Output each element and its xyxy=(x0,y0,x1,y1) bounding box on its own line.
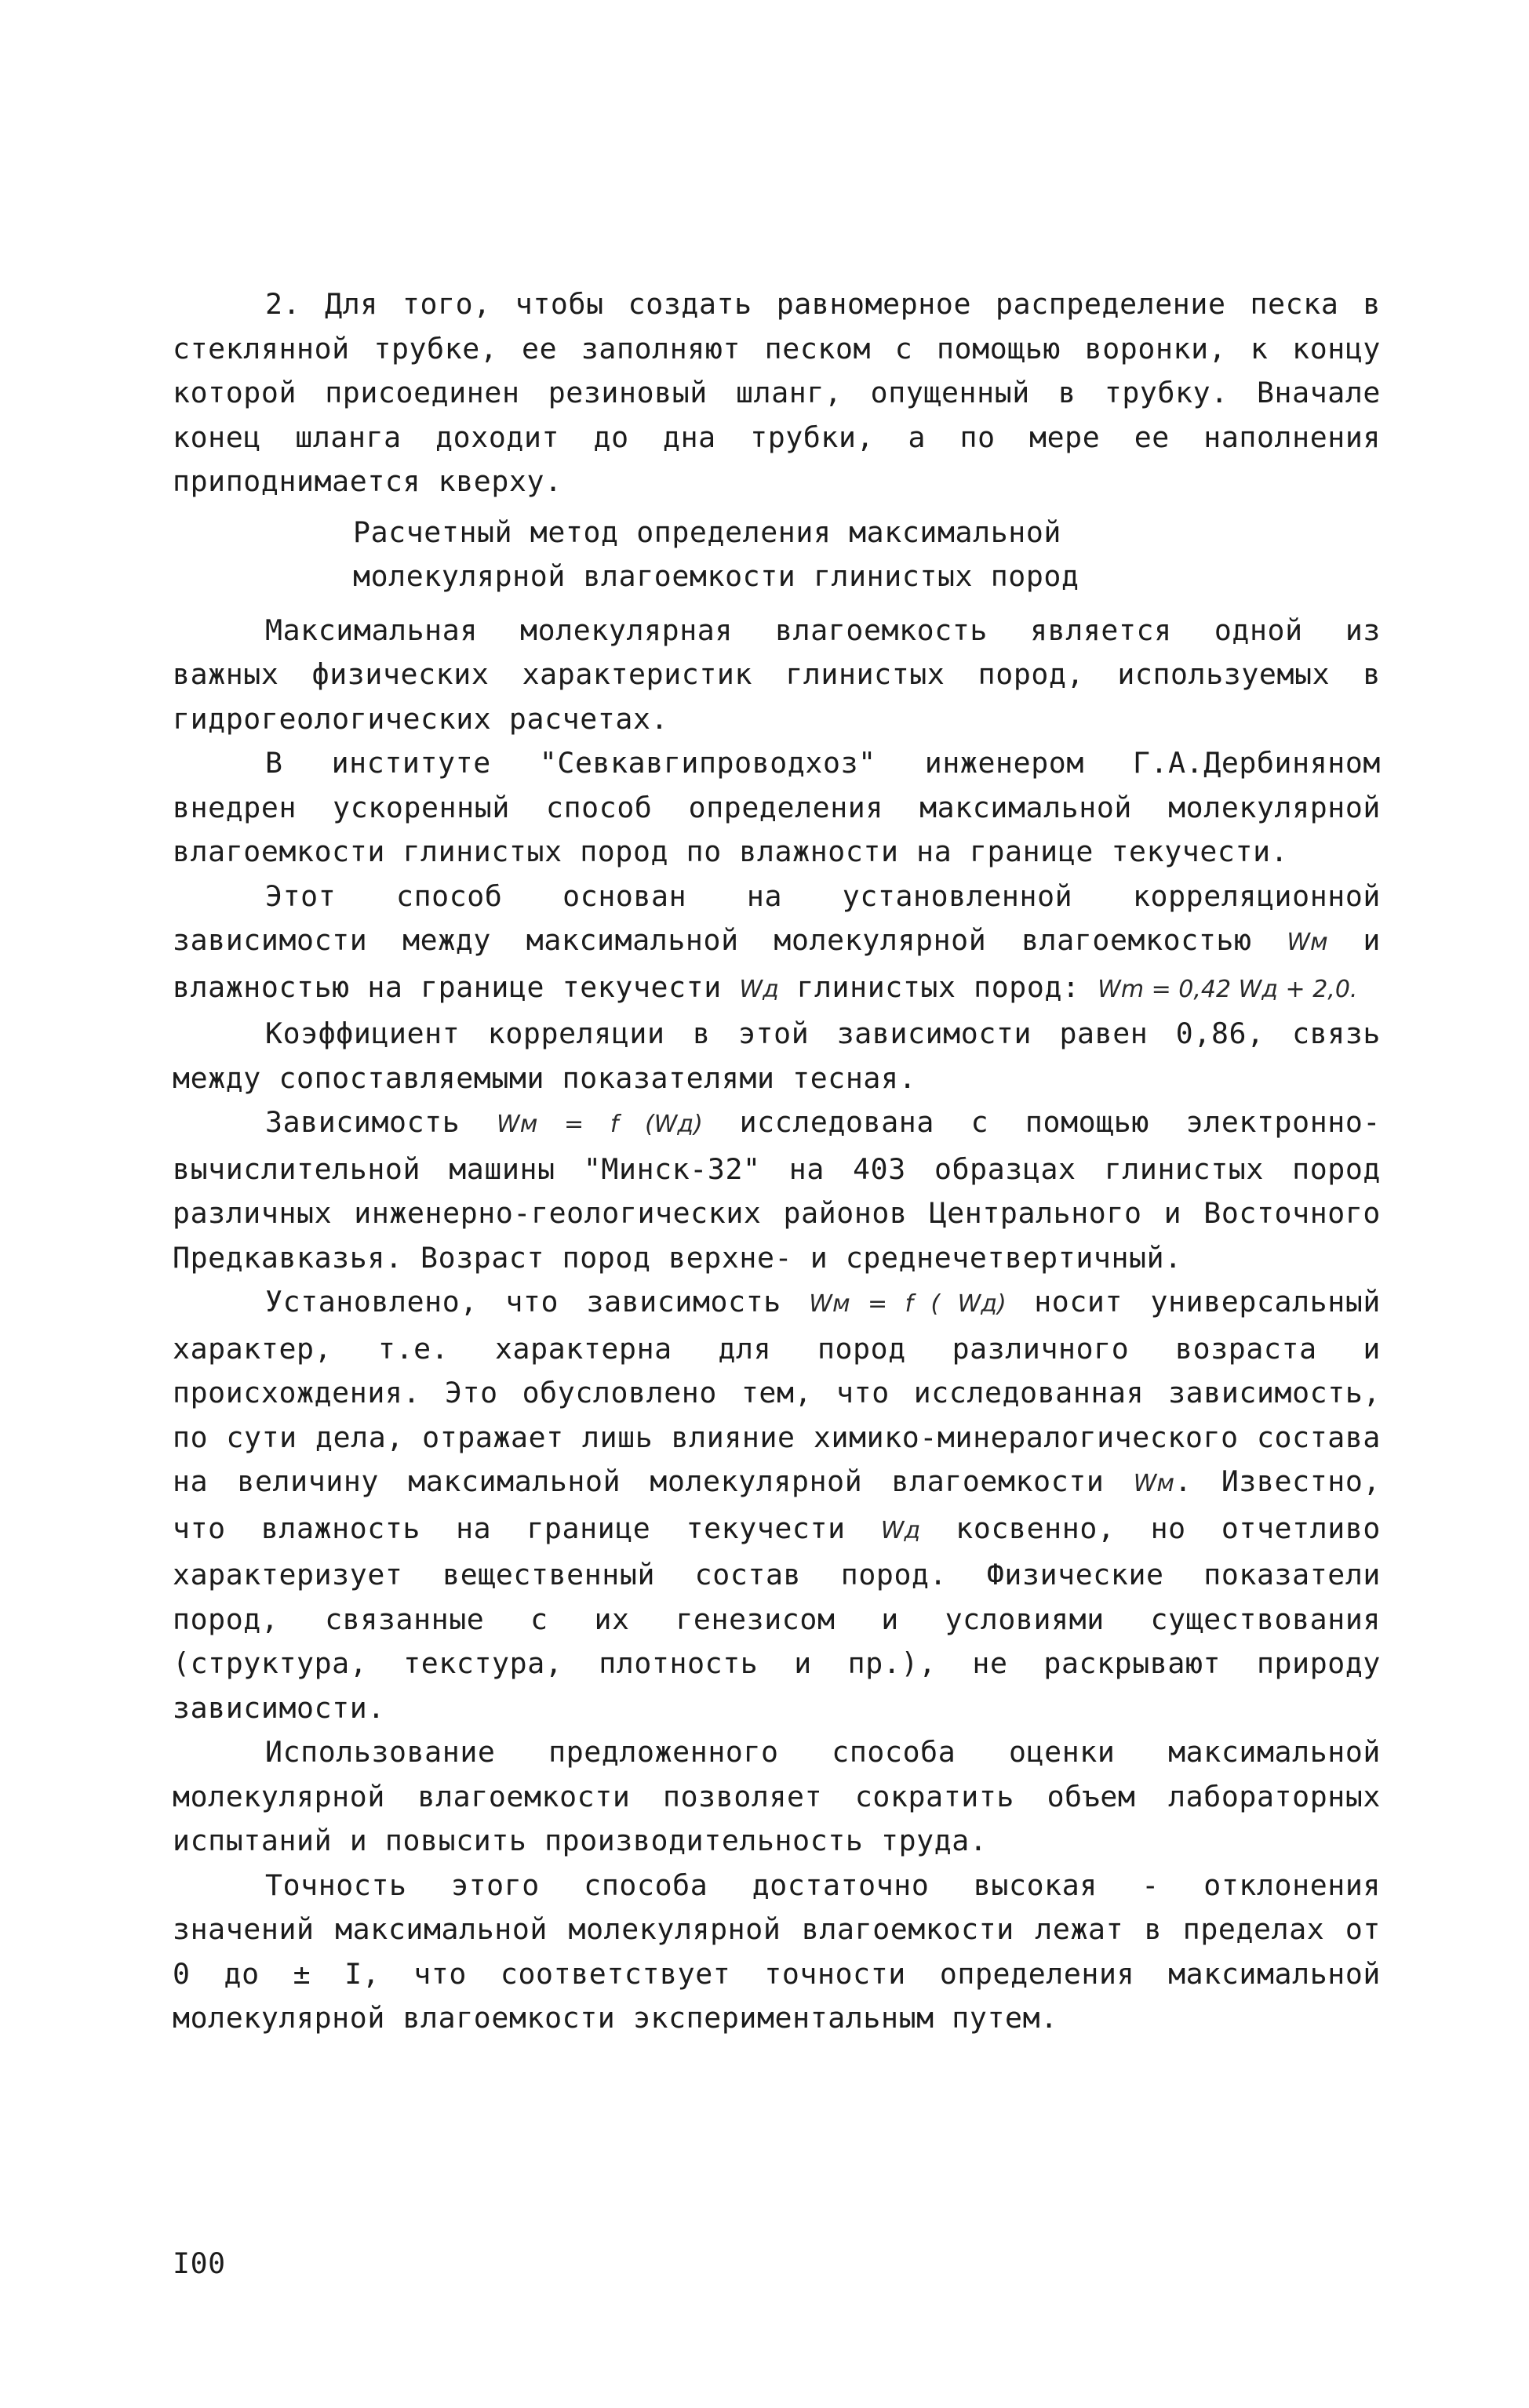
paragraph-correlation xyxy=(173,875,1381,1013)
page-text xyxy=(173,282,1381,2041)
paragraph-sand-distribution: 2. Для того, чтобы создать равномерное распределение песка в стеклянной трубке, ее заполняют песком с помощью воронки, к концу которой присоединен резиновый шланг, опущенный в трубку. Вначале конец шланга доходит до дна трубки, а по мере ее наполнения приподнимается кверху. xyxy=(173,287,1381,498)
paragraph-computer-study-text-2: исследована с помощью электронно-вычислительной машины "Минск-32" на 403 образцах глинистых пород различных инженерно-геологических районов Центрального и Восточного Предкавказья. Возраст пород верхне- и среднечетвертичный. xyxy=(173,1105,1381,1275)
correlation-formula: Wm = 0,42 Wд + 2,0. xyxy=(1098,975,1358,1003)
paragraph-universal-text-4: косвенно, но отчетливо характеризует вещественный состав пород. Физические показатели пород, связанные с их генезисом и условиями существования (структура, текстура, плотность и пр.), не раскрывают природу зависимости. xyxy=(173,1511,1382,1725)
heading-line-2: молекулярной влагоемкости глинистых пород xyxy=(353,559,1079,593)
paragraph-computer-study-text-1: Зависимость xyxy=(265,1105,461,1139)
section-heading xyxy=(353,511,1381,599)
paragraph-computer-study xyxy=(173,1100,1381,1280)
paragraph-correlation-text-2: и влажностью на границе текучести xyxy=(173,923,1381,1004)
symbol-wl: Wд xyxy=(739,975,779,1003)
symbol-wm: Wм xyxy=(1287,929,1328,956)
symbol-wm-2: Wм xyxy=(1133,1470,1174,1497)
paragraph-universal-text-1: Установлено, что зависимость xyxy=(265,1285,781,1319)
paragraph-institute: В институте "Севкавгипроводхоз" инженером Г.А.Дербиняном внедрен ускоренный способ определения максимальной молекулярной влагоемкости глинистых пород по влажности на границе текучести. xyxy=(173,746,1381,868)
heading-line-1: Расчетный метод определения максимальной xyxy=(353,515,1061,549)
paragraph-universal xyxy=(173,1280,1381,1730)
paragraph-usage: Использование предложенного способа оценки максимальной молекулярной влагоемкости позволяет сократить объем лабораторных испытаний и повысить производительность труда. xyxy=(173,1735,1381,1857)
paragraph-correlation-text-1: Этот способ основан на установленной корреляционной зависимости между максимальной молекулярной влагоемкостью xyxy=(173,878,1381,957)
paragraph-universal-text-2: носит универсальный характер, т.е. характерна для пород различного возраста и происхождения. Это обусловлено тем, что исследованная зависимость, по сути дела, отражает лишь влияние химико-минералогического состава на величину максимальной молекулярной влагоемкости xyxy=(173,1285,1381,1498)
paragraph-universal-text-3: . Известно, что влажность на границе текучести xyxy=(173,1464,1381,1545)
page-number: I00 xyxy=(173,2246,226,2280)
paragraph-accuracy: Точность этого способа достаточно высокая - отклонения значений максимальной молекулярной влагоемкости лежат в пределах от 0 до ± I, что соответствует точности определения максимальной молекулярной влагоемкости экспериментальным путем. xyxy=(173,1868,1381,2035)
paragraph-correlation-text-3: глинистых пород: xyxy=(796,969,1080,1004)
symbol-wl-2: Wд xyxy=(880,1516,921,1544)
paragraph-importance: Максимальная молекулярная влагоемкость является одной из важных физических характеристик глинистых пород, используемых в гидрогеологических расчетах. xyxy=(173,613,1381,736)
dependency-formula: Wм = f (Wд) xyxy=(497,1111,703,1138)
dependency-formula-2: Wм = f ( Wд) xyxy=(809,1290,1007,1318)
paragraph-coefficient: Коэффициент корреляции в этой зависимости равен 0,86, связь между сопоставляемыми показателями тесная. xyxy=(173,1017,1381,1095)
